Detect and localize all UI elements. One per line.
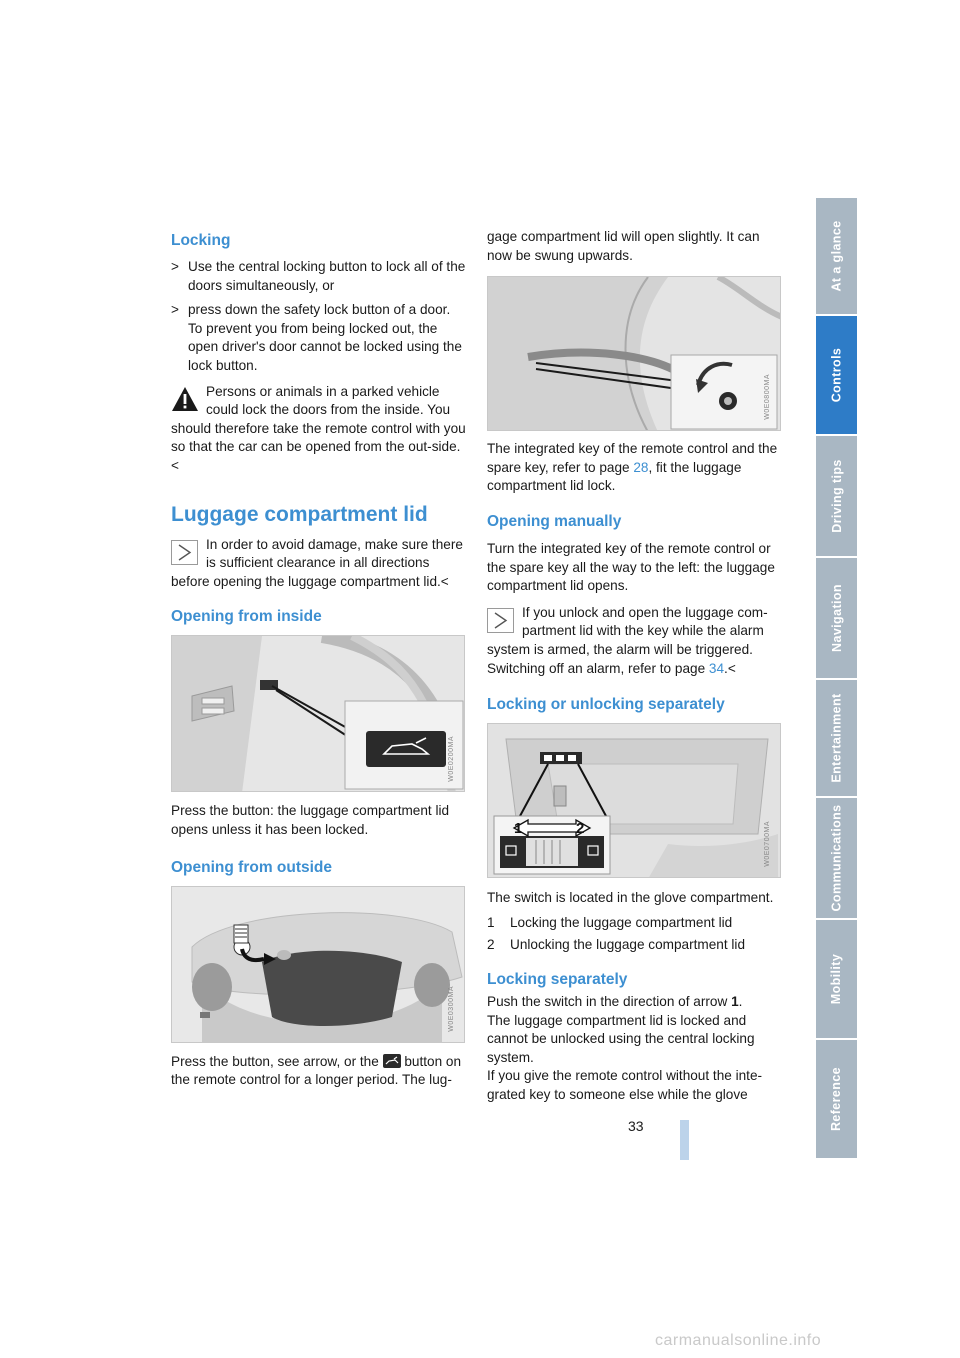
opening-outside-heading: Opening from outside	[171, 858, 333, 876]
figure-code: W0E0800MA	[764, 374, 772, 421]
push-switch-text: Push the switch in the direction of arrow 1.	[487, 993, 743, 1009]
alarm-note	[487, 604, 783, 678]
end-mark: <	[727, 660, 736, 676]
opening-manually-heading: Opening manually	[487, 512, 622, 530]
bullet-mark: >	[171, 302, 179, 318]
car-rear-illustration	[172, 887, 465, 1043]
left-column	[171, 228, 467, 1090]
bullet-mark: >	[171, 259, 179, 274]
arrow-label-2: 2	[576, 820, 585, 838]
warning-text-first: Persons or animals in a parked vehicle could lock the doors from the inside. You	[206, 383, 451, 418]
tab-controls[interactable]: Controls	[816, 316, 857, 436]
page-link-34[interactable]: 34	[708, 660, 725, 676]
continued-text: gage compartment lid will open slightly. It can now be swung upwards.	[487, 229, 760, 263]
tab-mobility[interactable]: Mobility	[816, 920, 857, 1040]
trunk-lock-illustration	[488, 277, 781, 431]
tab-communications[interactable]: Communications	[816, 798, 857, 920]
alarm-text-first: If you unlock and open the luggage com-partment lid with the key while the alarm	[522, 604, 768, 639]
inside-text: Press the button: the luggage compartment lid opens unless it has been locked.	[171, 803, 450, 837]
end-mark: <	[171, 457, 179, 473]
luggage-compartment-heading: Luggage compartment lid	[171, 502, 428, 526]
outside-button-figure	[171, 886, 465, 1043]
tab-reference[interactable]: Reference	[816, 1040, 857, 1160]
locking-bullet-list	[171, 258, 467, 376]
tab-entertainment[interactable]: Entertainment	[816, 680, 857, 798]
arrow-label-1: 1	[514, 820, 523, 838]
list-item: 1 Locking the luggage compartment lid	[487, 914, 733, 930]
tab-driving-tips[interactable]: Driving tips	[816, 436, 857, 558]
warning-triangle-icon	[171, 386, 199, 412]
alarm-text-rest: system is armed, the alarm will be triggered. Switching off an alarm, refer to page 34.<	[487, 641, 753, 676]
manual-text: Turn the integrated key of the remote control or the spare key all the way to the left: the luggage compartment lid opens.	[487, 540, 775, 594]
switch-item-list	[487, 914, 783, 955]
figure-code: W0E0700MA	[764, 821, 772, 868]
right-column	[487, 228, 783, 1104]
switch-location-text: The switch is located in the glove compartment.	[487, 890, 774, 906]
clearance-text-first: In order to avoid damage, make sure there is sufficient clearance in all directions	[206, 536, 463, 571]
list-item: > press down the safety lock button of a door. To prevent you from being locked out, the open driver's door cannot be locked using the lock button.	[171, 302, 462, 373]
opening-inside-heading: Opening from inside	[171, 608, 322, 626]
figure-code: W0E0200MA	[448, 735, 456, 782]
list-item: > Use the central locking button to lock all of the doors simultaneously, or	[171, 259, 466, 293]
locking-separately-heading: Locking or unlocking separately	[487, 696, 725, 714]
door-interior-illustration	[172, 636, 465, 792]
locking-separately-subheading: Locking separately	[487, 970, 628, 988]
clearance-text-rest: before opening the luggage compartment lid.<	[171, 573, 449, 589]
page-number-bar	[680, 1120, 689, 1160]
glove-switch-figure	[487, 723, 781, 878]
end-mark: <	[440, 573, 449, 589]
figure-code: W0E0300MA	[448, 985, 456, 1032]
warning-text-rest: should therefore take the remote control with you so that the car can be opened from the out-side.<	[171, 420, 466, 473]
watermark: carmanualsonline.info	[655, 1332, 822, 1349]
locking-heading: Locking	[171, 232, 231, 249]
list-item: 2 Unlocking the luggage compartment lid	[487, 937, 746, 953]
trunk-button-icon	[383, 1054, 401, 1068]
outside-text: Press the button, see arrow, or the button on the remote control for a longer period. The lug-	[171, 1053, 462, 1088]
give-remote-text: If you give the remote control without the inte-grated key to someone else while the glove	[487, 1068, 763, 1102]
integrated-key-text: The integrated key of the remote control and the spare key, refer to page 28, fit the luggage compartment lid lock.	[487, 441, 778, 494]
play-note-icon	[487, 608, 514, 633]
lid-locked-text: The luggage compartment lid is locked and cannot be unlocked using the central locking system.	[487, 1012, 755, 1065]
tab-at-a-glance[interactable]: At a glance	[816, 198, 857, 316]
glove-compartment-illustration	[488, 724, 781, 878]
warning-note	[171, 383, 467, 476]
page-number: 33	[628, 1118, 644, 1134]
play-note-icon	[171, 540, 198, 565]
clearance-note	[171, 536, 467, 592]
section-tab-sidebar	[816, 198, 857, 1160]
tab-navigation[interactable]: Navigation	[816, 558, 857, 680]
key-lock-figure	[487, 276, 781, 431]
inside-button-figure	[171, 635, 465, 792]
page-link-28[interactable]: 28	[633, 459, 649, 475]
